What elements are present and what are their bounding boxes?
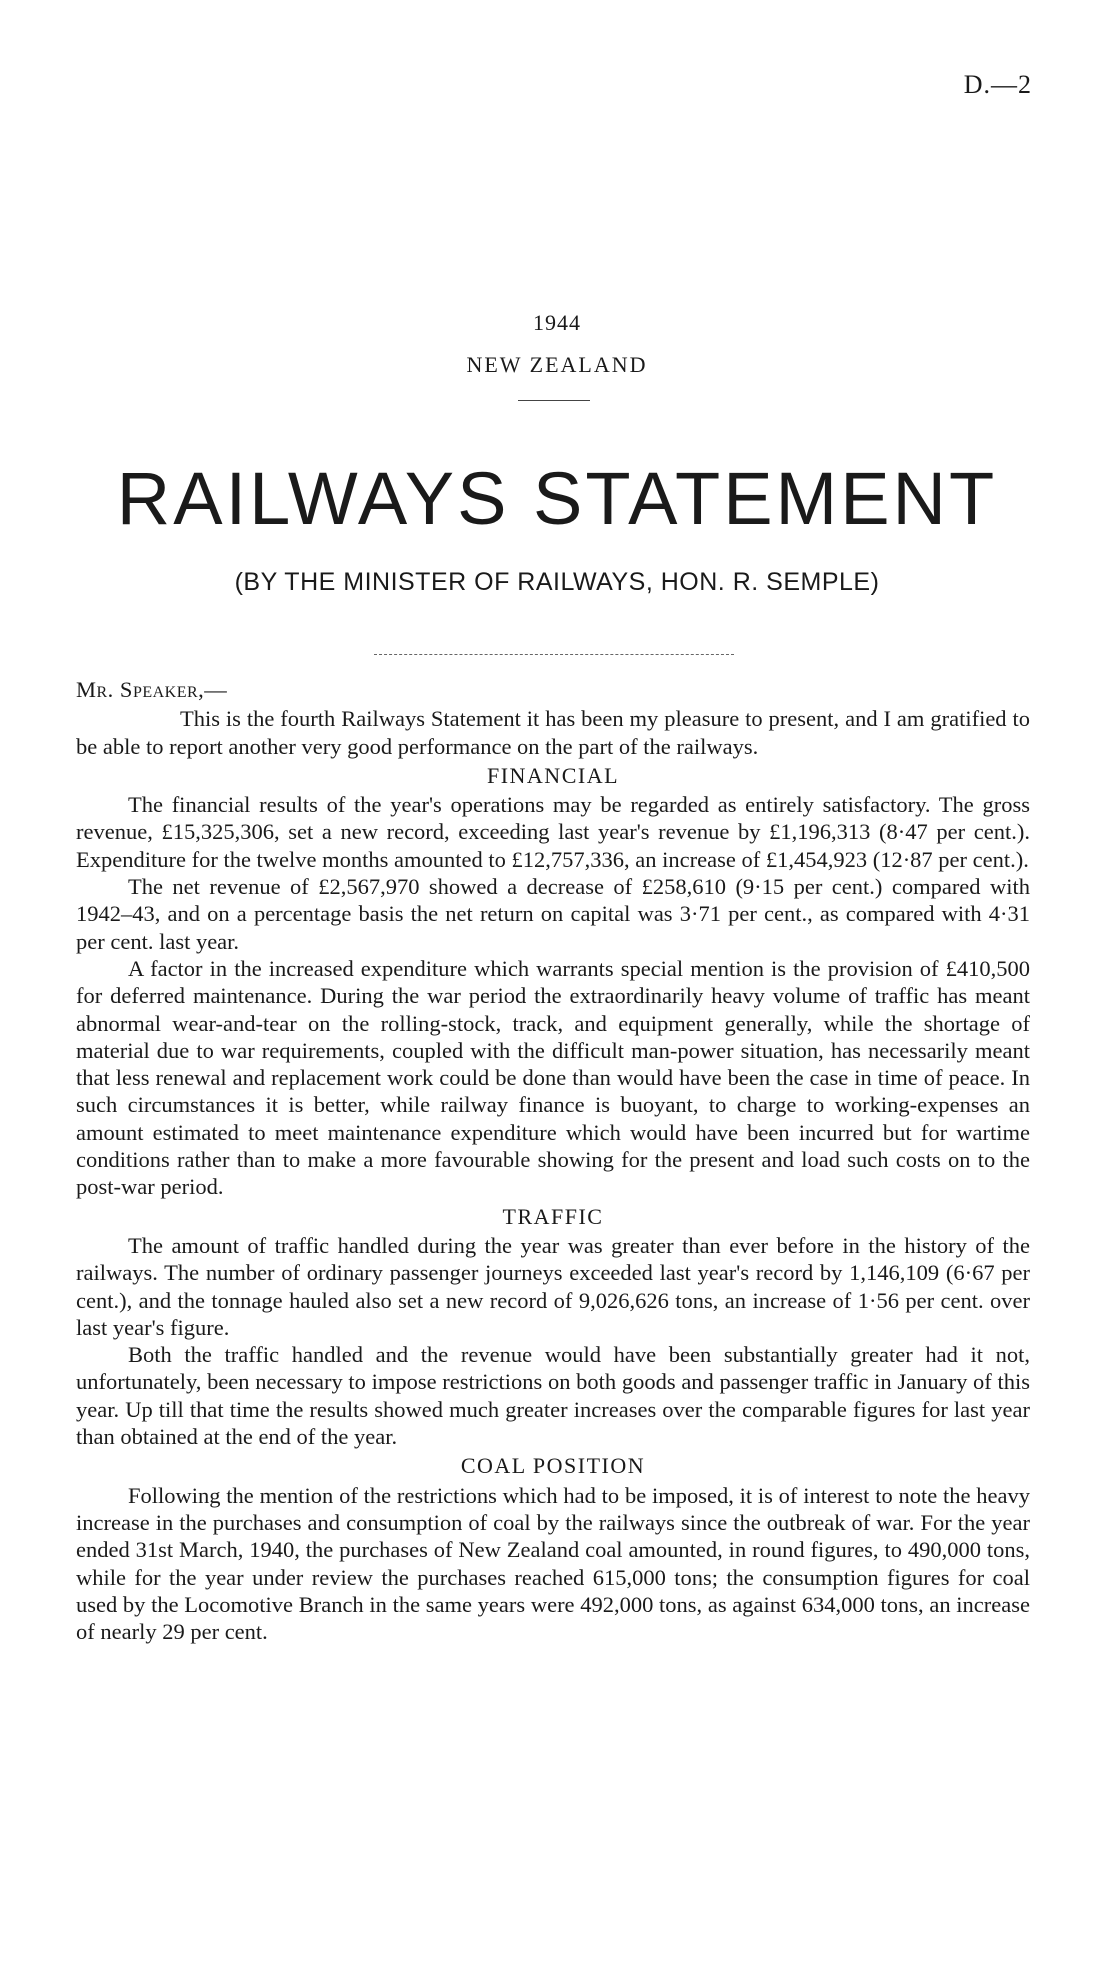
short-divider bbox=[518, 400, 590, 401]
document-year: 1944 bbox=[533, 310, 581, 335]
traffic-paragraph: The amount of traffic handled during the year was greater than ever before in the history of the railways. The number of ordinary passenger journeys exceeded last year's record by 1,146,109 (6·67 per cent.), and the tonnage hauled also set a new record of 9,026,626 tons, an increase of 1·56 per cent. over last year's figure. bbox=[76, 1232, 1030, 1340]
document-body bbox=[76, 676, 1030, 1645]
section-heading-financial: FINANCIAL bbox=[486, 762, 620, 788]
coal-position-paragraph: Following the mention of the restrictions which had to be imposed, it is of interest to note the heavy increase in the purchases and consumption of coal by the railways since the outbreak of war. For the year ended 31st March, 1940, the purchases of New Zealand coal amounted, in round figures, to 490,000 tons, while for the year under review the purchases reached 615,000 tons; the consumption figures for coal used by the Locomotive Branch in the same years were 492,000 tons, as against 634,000 tons, an increase of nearly 29 per cent. bbox=[76, 1482, 1030, 1645]
section-heading-traffic: TRAFFIC bbox=[502, 1203, 604, 1229]
document-subtitle: (BY THE MINISTER OF RAILWAYS, HON. R. SEMPLE) bbox=[234, 568, 880, 596]
long-divider bbox=[374, 654, 734, 655]
financial-paragraph: A factor in the increased expenditure which warrants special mention is the provision of £410,500 for deferred maintenance. During the war period the extraordinarily heavy volume of traffic has meant abnormal wear-and-tear on the rolling-stock, track, and equipment generally, while the shortage of material due to war requirements, coupled with the difficult man-power situation, has necessarily meant that less renewal and replacement work could be done than would have been the case in time of peace. In such circumstances it is better, while railway finance is buoyant, to charge to working-expenses an amount estimated to meet maintenance expenditure which would have been incurred but for wartime conditions rather than to make a more favourable showing for the present and load such costs on to the post-war period. bbox=[76, 955, 1030, 1200]
traffic-paragraph: Both the traffic handled and the revenue would have been substantially greater had it not, unfortunately, been necessary to impose restrictions on both goods and passenger traffic in January of this year. Up till that time the results showed much greater increases over the comparable figures for last year than obtained at the end of the year. bbox=[76, 1342, 1030, 1450]
document-country: NEW ZEALAND bbox=[466, 352, 648, 377]
salutation: Mr. Speaker,— bbox=[76, 677, 228, 702]
financial-paragraph: The financial results of the year's operations may be regarded as entirely satisfactory. The gross revenue, £15,325,306, set a new record, exceeding last year's revenue by £1,196,313 (8·47 per cent.). Expenditure for the twelve months amounted to £12,757,336, an increase of £1,454,923 (12·87 per cent.). bbox=[76, 792, 1030, 872]
document-title: RAILWAYS STATEMENT bbox=[116, 457, 998, 540]
intro-paragraph: This is the fourth Railways Statement it has been my pleasure to present, and I am gratified to be able to report another very good performance on the part of the railways. bbox=[76, 706, 1030, 759]
section-heading-coal-position: COAL POSITION bbox=[460, 1453, 646, 1479]
financial-paragraph: The net revenue of £2,567,970 showed a decrease of £258,610 (9·15 per cent.) compared with 1942–43, and on a percentage basis the net return on capital was 3·71 per cent., as compared with 4·31 per cent. last year. bbox=[76, 874, 1030, 954]
page-reference: D.—2 bbox=[963, 70, 1032, 99]
